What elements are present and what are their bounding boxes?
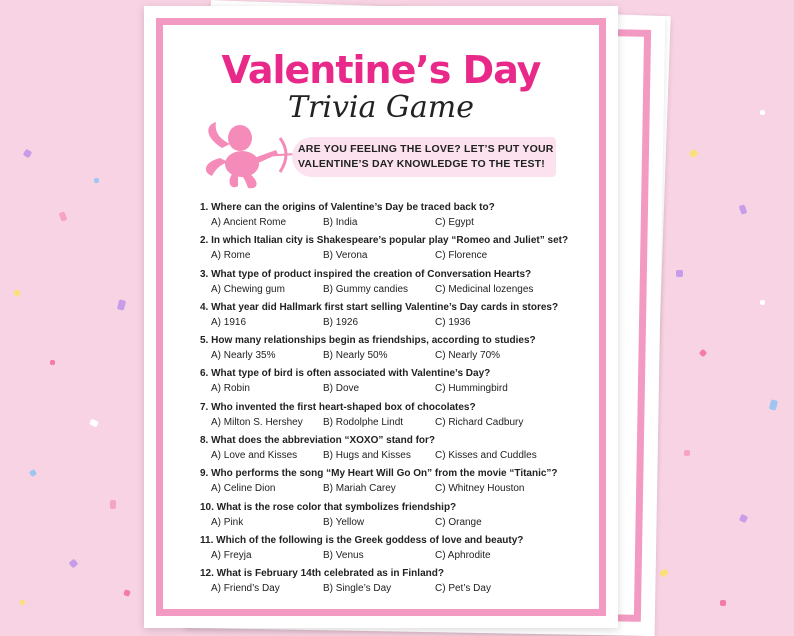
page-title: Valentine’s Day: [221, 48, 541, 92]
question-item: [200, 233, 600, 266]
question-text: 6. What type of bird is often associated with Valentine’s Day?: [200, 368, 491, 380]
question-text: 12. What is February 14th celebrated as in Finland?: [200, 568, 444, 580]
answer-b: B) Dove: [323, 383, 360, 395]
answer-c: C) Hummingbird: [435, 383, 508, 395]
question-item: [200, 466, 600, 499]
answer-c: C) Egypt: [435, 217, 474, 228]
confetti-piece: [720, 600, 726, 606]
answer-c: C) Aphrodite: [435, 549, 491, 561]
confetti-piece: [760, 110, 765, 115]
question-item: [200, 200, 600, 233]
answer-c: C) Richard Cadbury: [435, 416, 524, 428]
question-item: [200, 333, 600, 366]
confetti-piece: [659, 568, 669, 577]
answer-b: B) Hugs and Kisses: [323, 450, 411, 462]
question-item: [200, 366, 600, 399]
intro-banner: [292, 137, 556, 177]
question-text: 7. Who invented the first heart-shaped box of chocolates?: [200, 401, 476, 413]
confetti-piece: [739, 204, 748, 215]
question-text: 5. How many relationships begin as friendships, according to studies?: [200, 335, 536, 347]
answer-a: A) Pink: [211, 516, 244, 528]
answer-a: A) Friend’s Day: [211, 583, 280, 595]
question-item: [200, 267, 600, 300]
question-text: 4. What year did Hallmark first start selling Valentine’s Day cards in stores?: [200, 301, 559, 313]
answer-a: A) Chewing gum: [211, 283, 285, 295]
answer-c: C) 1936: [435, 316, 471, 328]
answer-c: C) Kisses and Cuddles: [435, 450, 537, 462]
cupid-icon: [202, 118, 302, 194]
answer-a: A) Robin: [211, 383, 250, 395]
question-item: [200, 300, 600, 333]
answer-b: B) India: [323, 217, 358, 228]
question-text: 3. What type of product inspired the creation of Conversation Hearts?: [200, 268, 532, 280]
answer-b: B) Mariah Carey: [323, 483, 396, 495]
confetti-piece: [769, 399, 778, 410]
confetti-piece: [684, 450, 690, 456]
banner-line-2: VALENTINE’S DAY KNOWLEDGE TO THE TEST!: [298, 158, 545, 170]
answer-c: C) Florence: [435, 250, 488, 262]
question-text: 9. Who performs the song “My Heart Will Go On” from the movie “Titanic”?: [200, 468, 558, 480]
question-item: [200, 500, 600, 533]
confetti-piece: [123, 589, 131, 597]
confetti-piece: [699, 349, 707, 357]
answer-a: A) Love and Kisses: [211, 450, 298, 462]
confetti-piece: [89, 419, 99, 428]
confetti-piece: [50, 360, 55, 365]
confetti-piece: [59, 211, 68, 222]
question-item: [200, 533, 600, 566]
confetti-piece: [689, 149, 699, 159]
answer-a: A) Nearly 35%: [211, 350, 276, 362]
answer-c: C) Medicinal lozenges: [435, 283, 534, 295]
confetti-piece: [69, 559, 79, 569]
question-list: [200, 200, 600, 600]
confetti-piece: [110, 500, 116, 509]
answer-c: C) Nearly 70%: [435, 350, 501, 362]
answer-b: B) Rodolphe Lindt: [323, 416, 404, 428]
banner-line-1: ARE YOU FEELING THE LOVE? LET’S PUT YOUR: [298, 143, 554, 155]
page-subtitle: Trivia Game: [288, 90, 474, 125]
confetti-piece: [13, 289, 21, 297]
answer-a: A) Ancient Rome: [211, 217, 287, 228]
question-item: [200, 566, 600, 599]
answer-a: A) Freyja: [211, 549, 252, 561]
answer-c: C) Pet’s Day: [435, 583, 491, 595]
confetti-piece: [20, 600, 25, 605]
confetti-piece: [23, 149, 33, 159]
answer-b: B) Venus: [323, 549, 364, 561]
answer-b: B) Verona: [323, 250, 368, 262]
question-item: [200, 400, 600, 433]
answer-c: C) Orange: [435, 516, 482, 528]
question-item: [200, 433, 600, 466]
answer-b: B) Gummy candies: [323, 283, 409, 295]
confetti-piece: [94, 178, 99, 183]
confetti-piece: [760, 300, 765, 305]
question-text: 10. What is the rose color that symbolizes friendship?: [200, 501, 457, 513]
answer-b: B) 1926: [323, 316, 359, 328]
answer-a: A) 1916: [211, 316, 247, 328]
answer-b: B) Nearly 50%: [323, 350, 388, 362]
question-text: 1. Where can the origins of Valentine’s Day be traced back to?: [200, 202, 495, 213]
answer-a: A) Milton S. Hershey: [211, 416, 303, 428]
confetti-piece: [739, 514, 748, 523]
confetti-piece: [676, 270, 683, 277]
question-text: 8. What does the abbreviation “XOXO” stand for?: [200, 435, 436, 447]
answer-a: A) Rome: [211, 250, 251, 262]
trivia-sheet: [144, 6, 618, 628]
question-text: 2. In which Italian city is Shakespeare’s popular play “Romeo and Juliet” set?: [200, 235, 569, 247]
answer-a: A) Celine Dion: [211, 483, 276, 495]
confetti-piece: [117, 299, 126, 310]
answer-b: B) Single’s Day: [323, 583, 392, 595]
answer-b: B) Yellow: [323, 516, 365, 528]
confetti-piece: [29, 469, 37, 477]
answer-c: C) Whitney Houston: [435, 483, 525, 495]
question-text: 11. Which of the following is the Greek goddess of love and beauty?: [200, 534, 524, 546]
